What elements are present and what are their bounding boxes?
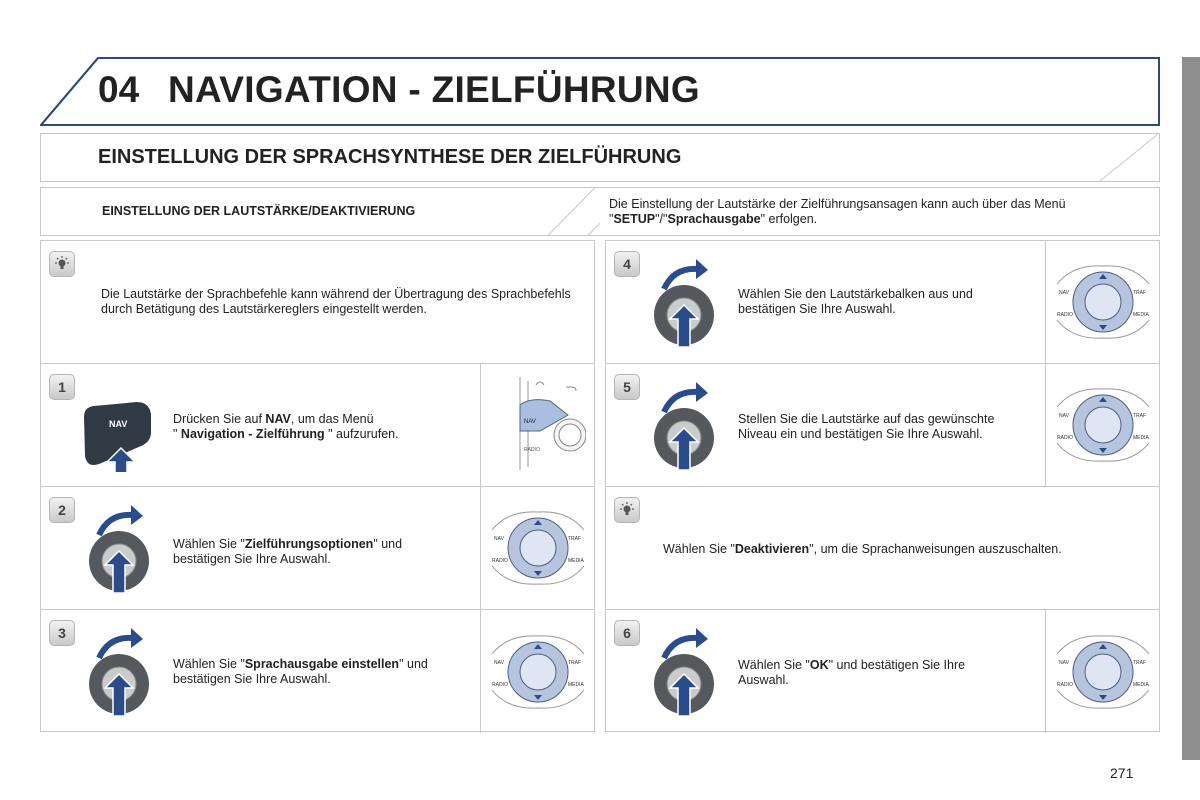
nav-key-press-illustration (79, 392, 159, 472)
step-6-line2: Auswahl. (738, 673, 789, 687)
step-1-line2-post: " aufzurufen. (324, 427, 399, 441)
step-6-text-post: " und bestätigen Sie Ihre (828, 658, 966, 672)
right-tip-bold: Deaktivieren (734, 542, 810, 556)
rotary-knob-illustration (652, 624, 722, 724)
step-6-bold-ok: OK (809, 658, 829, 672)
step-5-row (606, 364, 1159, 487)
traf-label: TRAF (567, 659, 581, 666)
chapter-number: 04 (98, 69, 140, 110)
step-2-bold: Zielführungsoptionen (244, 537, 374, 551)
chapter-header (40, 57, 1160, 127)
step-3-controller-thumbnail (480, 610, 594, 733)
rotary-knob-illustration (87, 624, 157, 724)
step-number-badge: 2 (49, 497, 75, 523)
media-label: MEDIA (1132, 681, 1149, 688)
step-2-text (173, 537, 473, 567)
step-number-badge: 4 (614, 251, 640, 277)
note-bold-sprachausgabe: Sprachausgabe (667, 212, 761, 226)
step-5-text (738, 412, 1058, 442)
section-heading-box (40, 133, 1160, 182)
section-title: EINSTELLUNG DER SPRACHSYNTHESE DER ZIELFÜHRUNG (98, 146, 682, 168)
radio-label: RADIO (1056, 312, 1073, 318)
step-1-text-pre: Drücken Sie auf (173, 412, 266, 426)
step-number-badge: 1 (49, 374, 75, 400)
left-tip-row (41, 241, 594, 364)
step-3-text-post: " und (399, 657, 428, 671)
radio-label: RADIO (1056, 681, 1073, 688)
radio-label: RADIO (1056, 435, 1073, 441)
right-instruction-panel (605, 240, 1160, 732)
lightbulb-icon (49, 251, 75, 277)
right-tip-pre: Wählen Sie " (663, 542, 735, 556)
note-text-1: Die Einstellung der Lautstärke der Zielführungsansagen kann auch über das Menü " (609, 197, 1066, 226)
traf-label: TRAF (1132, 659, 1146, 666)
step-1-bold-menu: Navigation - Zielführung (180, 427, 325, 441)
step-3-bold: Sprachausgabe einstellen (244, 657, 400, 671)
nav-label: NAV (1058, 659, 1069, 666)
note-text-3: " erfolgen. (760, 212, 818, 226)
thumb-nav-label: NAV (523, 419, 536, 425)
step-3-text-pre: Wählen Sie " (173, 657, 245, 671)
subsection-title: EINSTELLUNG DER LAUTSTÄRKE/DEAKTIVIERUNG (102, 204, 416, 218)
step-3-text (173, 657, 473, 687)
step-1-console-thumbnail (480, 364, 594, 486)
right-tip-text (663, 542, 1153, 557)
step-number-badge: 5 (614, 374, 640, 400)
lightbulb-icon (614, 497, 640, 523)
radio-label: RADIO (491, 558, 508, 564)
nav-label: NAV (1058, 413, 1069, 419)
thumb-radio-label: RADIO (523, 447, 540, 453)
step-4-line1: Wählen Sie den Lautstärkebalken aus und (738, 287, 973, 301)
note-bold-setup: SETUP (613, 212, 656, 226)
traf-label: TRAF (1132, 413, 1146, 419)
subsection-heading-box (40, 187, 600, 236)
media-label: MEDIA (567, 681, 584, 688)
right-tip-row (606, 487, 1159, 610)
chapter-title: NAVIGATION - ZIELFÜHRUNG (168, 69, 701, 110)
step-2-line2: bestätigen Sie Ihre Auswahl. (173, 552, 331, 566)
step-number-badge: 3 (49, 620, 75, 646)
step-6-text (738, 658, 1038, 688)
step-5-line2: Niveau ein und bestätigen Sie Ihre Auswahl. (738, 427, 983, 441)
right-tip-post: ", um die Sprachanweisungen auszuschalten. (809, 542, 1062, 556)
step-3-row (41, 610, 594, 733)
traf-label: TRAF (567, 536, 581, 542)
step-4-row (606, 241, 1159, 364)
rotary-knob-illustration (87, 501, 157, 601)
left-tip-text: Die Lautstärke der Sprachbefehle kann während der Übertragung des Sprachbefehls durch Betätigung des Lautstärkereglers eingestellt werden. (101, 287, 571, 316)
setup-note (609, 197, 1149, 227)
rotary-knob-illustration (652, 378, 722, 478)
step-5-controller-thumbnail (1045, 364, 1159, 486)
step-5-line1: Stellen Sie die Lautstärke auf das gewünschte (738, 412, 995, 426)
side-tab-bar (1182, 57, 1200, 760)
traf-label: TRAF (1132, 290, 1146, 296)
step-number-badge: 6 (614, 620, 640, 646)
step-1-text-mid: , um das Menü (290, 412, 374, 426)
step-4-controller-thumbnail (1045, 241, 1159, 363)
step-1-line2-pre: " (173, 427, 181, 441)
step-4-text (738, 287, 1038, 317)
page-number: 271 (1110, 765, 1134, 781)
step-2-text-post: " und (373, 537, 403, 551)
step-6-text-pre: Wählen Sie " (738, 658, 810, 672)
nav-label: NAV (493, 536, 504, 542)
media-label: MEDIA (1132, 312, 1149, 318)
rotary-knob-illustration (652, 255, 722, 355)
nav-label: NAV (493, 659, 504, 666)
step-2-text-pre: Wählen Sie " (173, 537, 245, 551)
note-text-2: "/" (655, 212, 668, 226)
radio-label: RADIO (491, 681, 508, 688)
step-6-row (606, 610, 1159, 733)
step-1-row (41, 364, 594, 487)
step-1-text (173, 412, 473, 442)
left-instruction-panel (40, 240, 595, 732)
media-label: MEDIA (1132, 435, 1149, 441)
step-2-controller-thumbnail (480, 487, 594, 609)
step-4-line2: bestätigen Sie Ihre Auswahl. (738, 302, 896, 316)
step-3-line2: bestätigen Sie Ihre Auswahl. (173, 672, 331, 686)
step-1-bold-nav: NAV (265, 412, 291, 426)
nav-label: NAV (1058, 290, 1069, 296)
media-label: MEDIA (567, 558, 584, 564)
step-2-row (41, 487, 594, 610)
nav-key-label: NAV (109, 419, 128, 429)
step-6-controller-thumbnail (1045, 610, 1159, 733)
